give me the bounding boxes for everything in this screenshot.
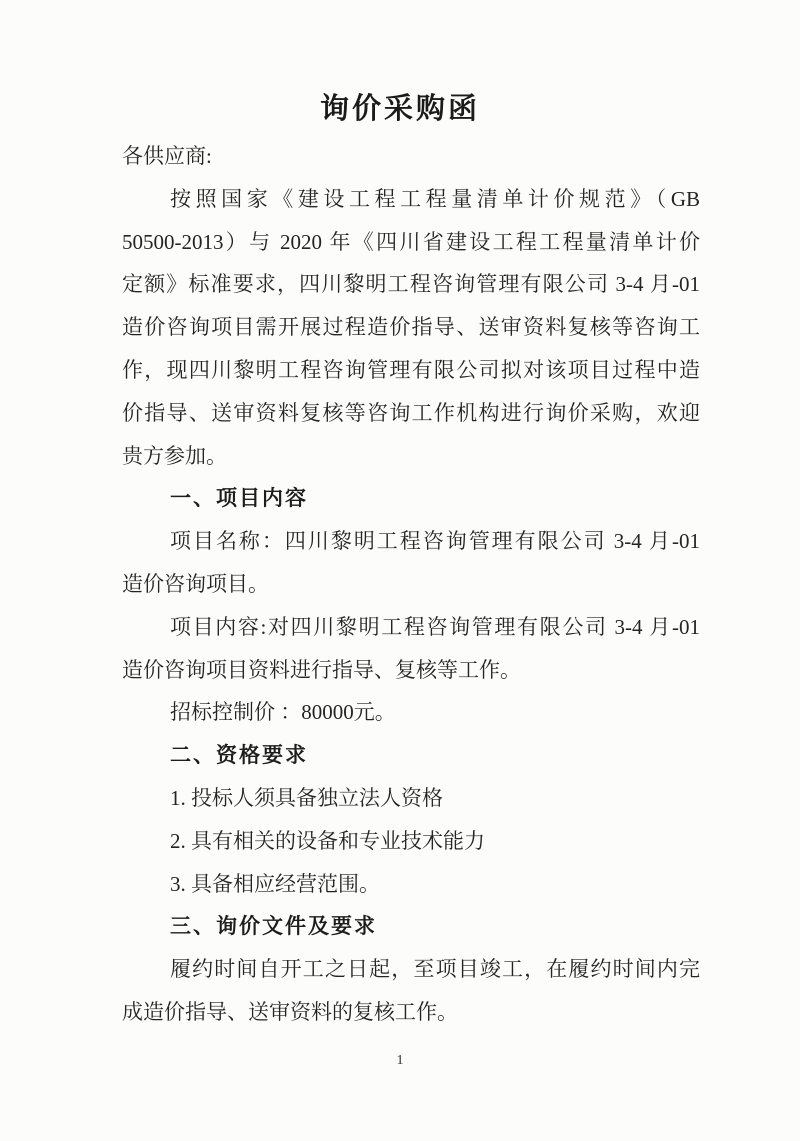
salutation: 各供应商: <box>122 144 212 168</box>
para-intro-line: 50500-2013）与 2020 年《四川省建设工程工程量清单计价 <box>122 229 700 254</box>
para-intro-line: 造价咨询项目需开展过程造价指导、送审资料复核等咨询工 <box>122 315 700 340</box>
list-item-qualification: 2. 具有相关的设备和专业技术能力 <box>170 828 485 853</box>
document-body <box>122 135 700 1034</box>
para-project-name-line: 项目名称：四川黎明工程咨询管理有限公司 3-4 月-01 <box>170 529 700 554</box>
para-intro-line: 价指导、送审资料复核等咨询工作机构进行询价采购，欢迎 <box>122 400 700 425</box>
list-item-qualification: 3. 具备相应经营范围。 <box>170 871 380 896</box>
para-performance-line: 成造价指导、送审资料的复核工作。 <box>122 999 458 1024</box>
para-project-name-line: 造价咨询项目。 <box>122 571 269 596</box>
para-project-content-line: 造价咨询项目资料进行指导、复核等工作。 <box>122 657 521 682</box>
page-number: 1 <box>396 1053 404 1068</box>
heading-section-3: 三、询价文件及要求 <box>170 914 377 939</box>
document-title: 询价采购函 <box>319 93 480 125</box>
para-project-content-line: 项目内容:对四川黎明工程咨询管理有限公司 3-4 月-01 <box>170 614 700 639</box>
para-intro-line: 作，现四川黎明工程咨询管理有限公司拟对该项目过程中造 <box>122 357 700 382</box>
para-intro-line: 定额》标准要求，四川黎明工程咨询管理有限公司 3-4 月-01 <box>122 272 700 297</box>
para-control-price: 招标控制价 ：80000元。 <box>170 700 396 725</box>
para-intro-line: 贵方参加。 <box>122 443 227 468</box>
para-performance-line: 履约时间自开工之日起，至项目竣工，在履约时间内完 <box>170 957 700 982</box>
list-item-qualification: 1. 投标人须具备独立法人资格 <box>170 785 443 810</box>
heading-section-2: 二、资格要求 <box>170 743 308 768</box>
heading-section-1: 一、项目内容 <box>170 486 308 511</box>
para-intro-line: 按照国家《建设工程工程量清单计价规范》（GB <box>170 186 700 211</box>
